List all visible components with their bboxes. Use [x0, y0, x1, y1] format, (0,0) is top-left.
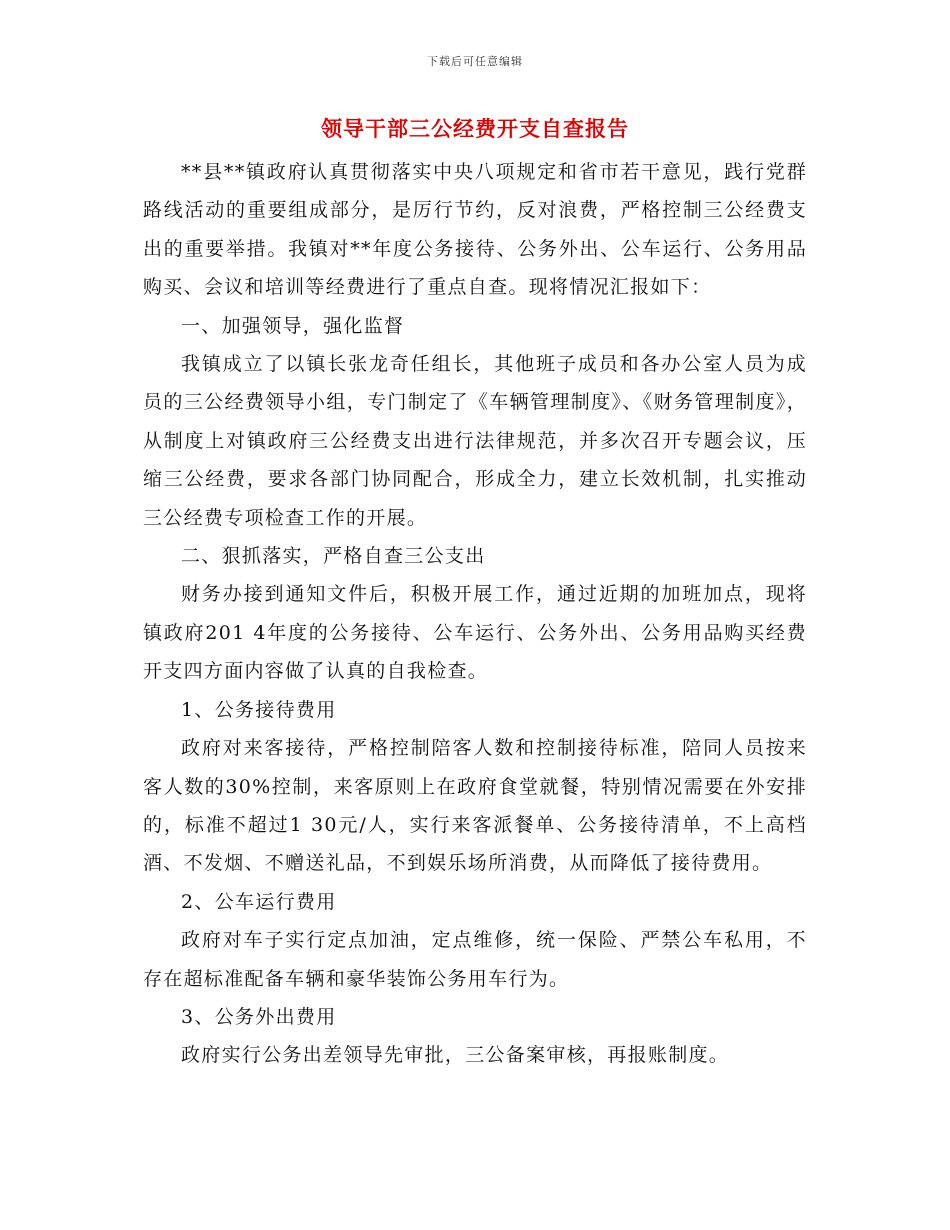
- document-body: [143, 153, 807, 1075]
- heading-item-3: 3、公务外出费用: [181, 1005, 337, 1028]
- paragraph-item-3: 政府实行公务出差领导先审批，三公备案审核，再报账制度。: [181, 1044, 730, 1067]
- heading-item-1: 1、公务接待费用: [181, 698, 337, 721]
- heading-item-2: 2、公车运行费用: [181, 890, 337, 913]
- document-title: 领导干部三公经费开支自查报告: [321, 116, 629, 141]
- page-header-note: 下载后可任意编辑: [427, 55, 523, 68]
- heading-section-1: 一、加强领导，强化监督: [181, 314, 405, 337]
- paragraph-item-1: 政府对来客接待，严格控制陪客人数和控制接待标准，陪同人员按来客人数的30%控制，来客原则上在政府食堂就餐，特别情况需要在外安排的，标准不超过1 30元/人，实行来客派餐单、公务接待清单，不上高档酒、不发烟、不赠送礼品，不到娱乐场所消费，从而降低了接待费用。: [143, 737, 807, 875]
- paragraph-section-2: 财务办接到通知文件后，积极开展工作，通过近期的加班加点，现将镇政府201 4年度的公务接待、公车运行、公务外出、公务用品购买经费开支四方面内容做了认真的自我检查。: [143, 583, 807, 683]
- paragraph-section-1: 我镇成立了以镇长张龙奇任组长，其他班子成员和各办公室人员为成员的三公经费领导小组，专门制定了《车辆管理制度》、《财务管理制度》，从制度上对镇政府三公经费支出进行法律规范，并多次召开专题会议，压缩三公经费，要求各部门协同配合，形成全力，建立长效机制，扎实推动三公经费专项检查工作的开展。: [143, 353, 807, 529]
- paragraph-item-2: 政府对车子实行定点加油，定点维修，统一保险、严禁公车私用，不存在超标准配备车辆和豪华装饰公务用车行为。: [143, 929, 807, 990]
- heading-section-2: 二、狠抓落实，严格自查三公支出: [181, 545, 486, 568]
- paragraph-intro: **县**镇政府认真贯彻落实中央八项规定和省市若干意见，践行党群路线活动的重要组成部分，是厉行节约，反对浪费，严格控制三公经费支出的重要举措。我镇对**年度公务接待、公务外出、公车运行、公务用品购买、会议和培训等经费进行了重点自查。现将情况汇报如下：: [143, 161, 807, 299]
